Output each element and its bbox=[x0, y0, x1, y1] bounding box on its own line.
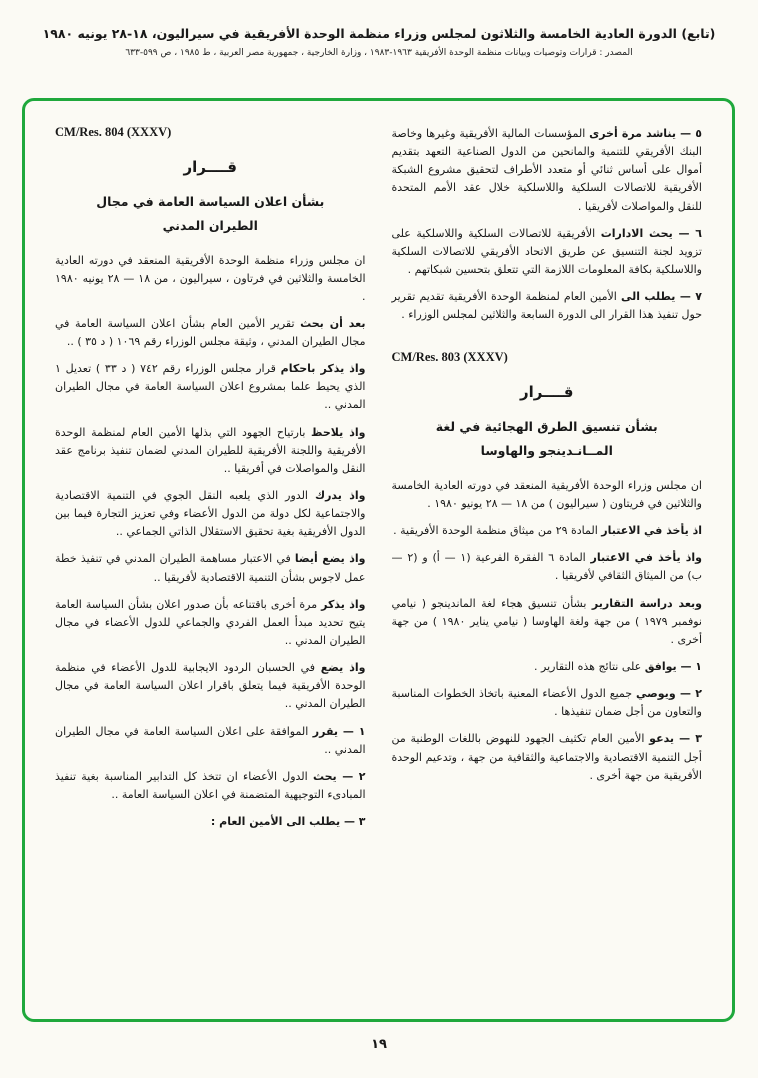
paragraph: ١ — يوافق على نتائج هذه التقارير . bbox=[534, 660, 702, 674]
resolution-title-word: قــــرار bbox=[520, 383, 574, 402]
paragraph: بعد أن بحث تقرير الأمين العام بشأن اعلان السياسة العامة في مجال الطيران المدني ، وثيقة مجلس الوزراء رقم ١٠٦٩ ( د ٣٥ ) .. bbox=[55, 316, 366, 349]
paragraph: واذ يضع في الحسبان الردود الايجابية للدول الأعضاء في منظمة الوحدة الأفريقية فيما يتعلق باقرار اعلان السياسة العامة في مجال الطيران المدني .. bbox=[55, 661, 366, 711]
paragraph: ١ — يقرر الموافقة على اعلان السياسة العامة في مجال الطيران المدني .. bbox=[55, 724, 366, 756]
paragraph: واذ يذكر مرة أخرى باقتناعه بأن صدور اعلان بشأن السياسة العامة يتيح تحديد مبدأ العمل الفردي والجماعي للدول الأعضاء في مجال الطيران المدني .. bbox=[55, 597, 366, 648]
column-left bbox=[55, 125, 366, 1003]
paragraph: ٢ — ويوصي جميع الدول الأعضاء المعنية باتخاذ الخطوات المناسبة والتعاون من أجل ضمان تنفيذها . bbox=[391, 687, 702, 719]
source-line: المصدر : قرارات وتوصيات وبيانات منظمة الوحدة الأفريقية ١٩٦٣-١٩٨٣ ، وزارة الخارجية ، جمهورية مصر العربية ، ط ١٩٨٥ ، ص ٥٩٩-٦٣٣ bbox=[125, 48, 633, 58]
resolution-title-word: قــــرار bbox=[183, 158, 237, 176]
resolution-subtitle-804: بشأن اعلان السياسة العامة في مجال الطيران المدني bbox=[96, 194, 325, 233]
paragraph: واذ يضع أيضا في الاعتبار مساهمة الطيران المدني في تنفيذ خطة عمل لاجوس بشأن التنمية الاقتصادية لأفريقيا .. bbox=[55, 552, 366, 584]
paragraph: ان مجلس وزراء الوحدة الأفريقية المنعقد في دورته العادية الخامسة والثلاثين في فريتاون ( سيراليون ) من ١٨ — ٢٨ يونيو ١٩٨٠ . bbox=[391, 478, 702, 511]
column-right bbox=[392, 125, 703, 1003]
page-header bbox=[0, 0, 758, 58]
paragraph: اذ يأخذ في الاعتبار المادة ٢٩ من ميثاق منظمة الوحدة الأفريقية . bbox=[393, 524, 702, 538]
paragraph: واذ يذكر باحكام قرار مجلس الوزراء رقم ٧٤٢ ( د ٣٣ ) تعديل ١ الذي يحيط علما بمشروع اعلان السياسة العامة في مجال الطيران المدني .. bbox=[55, 362, 366, 412]
paragraph: ٦ — يحث الادارات الأفريقية للاتصالات السلكية واللاسلكية على تزويد لجنة التنسيق عن طريق الاتحاد الأفريقي للاتصالات السلكية واللاسلكية بكافة المعلومات اللازمة التي تتعلق بتحسين شبكاتهم . bbox=[391, 226, 702, 276]
paragraph: ٣ — يطلب الى الأمين العام : bbox=[210, 815, 366, 829]
paragraph: واذ يلاحظ بارتياح الجهود التي بذلها الأمين العام لمنظمة الوحدة الأفريقية واللجنة الأفريقية للطيران المدني لضمان تنفيذ برنامج عقد النقل والمواصلات في أفريقيا .. bbox=[55, 425, 366, 475]
paragraph: وبعد دراسة التقارير بشأن تنسيق هجاء لغة الماندينجو ( نيامي نوفمبر ١٩٧٩ ) من جهة ولغة الهاوسا ( نيامي يناير ١٩٨٠ ) من جهة أخرى . bbox=[391, 596, 703, 646]
paragraph: ٥ — يناشد مرة أخرى المؤسسات المالية الأفريقية وغيرها وخاصة البنك الأفريقي للتنمية والمانحين من الدول الصناعية التعهد بتقديم أموال على أساس ثنائي أو متعدد الأطراف لتحقيق مشروع الشبكة الأفريقية للاتصالات السلكية واللاسلكية خلال عقد الأمم المتحدة للنقل والمواصلات لأفريقيا . bbox=[391, 127, 702, 213]
columns bbox=[55, 125, 702, 1003]
paragraph: ٣ — يدعو الأمين العام تكثيف الجهود للنهوض باللغات الوطنية من أجل التنمية الاقتصادية والاجتماعية والثقافية من جهة ، وتدعيم الوحدة الأفريقية من جهة أخرى . bbox=[391, 732, 702, 782]
paragraph: ٧ — يطلب الى الأمين العام لمنظمة الوحدة الأفريقية تقديم تقرير حول تنفيذ هذا القرار الى الدورة السابعة والثلاثين لمجلس الوزراء . bbox=[391, 290, 703, 322]
paragraph: ٢ — يحث الدول الأعضاء ان تتخذ كل التدابير المناسبة بغية تنفيذ المبادىء التوجيهية المتضمنة في اعلان السياسة العامة .. bbox=[55, 769, 366, 802]
page-number: ١٩ bbox=[371, 1037, 387, 1052]
paragraph: واذ يأخذ في الاعتبار المادة ٦ الفقرة الفرعية (١ — أ) و (٢ — ب) من الميثاق الثقافي لأفريقيا . bbox=[391, 551, 703, 583]
resolution-subtitle-803: بشأن تنسيق الطرق الهجائية في لغة المــانـدينجو والهاوسا bbox=[435, 419, 658, 459]
paragraph: ان مجلس وزراء منظمة الوحدة الأفريقية المنعقد في دورته العادية الخامسة والثلاثين في فرتاون ، سيراليون ، من ١٨ — ٢٨ يونيه ١٩٨٠ . bbox=[55, 253, 366, 303]
resolution-number-803: CM/Res. 803 (XXXV) bbox=[391, 350, 508, 365]
resolutions-box bbox=[22, 98, 735, 1022]
resolution-number-804: CM/Res. 804 (XXXV) bbox=[55, 125, 172, 139]
paragraph: واذ يدرك الدور الذي يلعبه النقل الجوي في التنمية الاقتصادية والاجتماعية لكل دولة من الدول الأعضاء وفي تعزيز التجارة فيما بين الدول الأفريقية بغية تحقيق الاستقلال الذاتي الجماعي .. bbox=[55, 489, 366, 539]
session-title: (تابع) الدورة العادية الخامسة والثلاثون لمجلس وزراء منظمة الوحدة الأفريقية في سيراليون، ١٨-٢٨ يونيه ١٩٨٠ bbox=[42, 26, 716, 41]
